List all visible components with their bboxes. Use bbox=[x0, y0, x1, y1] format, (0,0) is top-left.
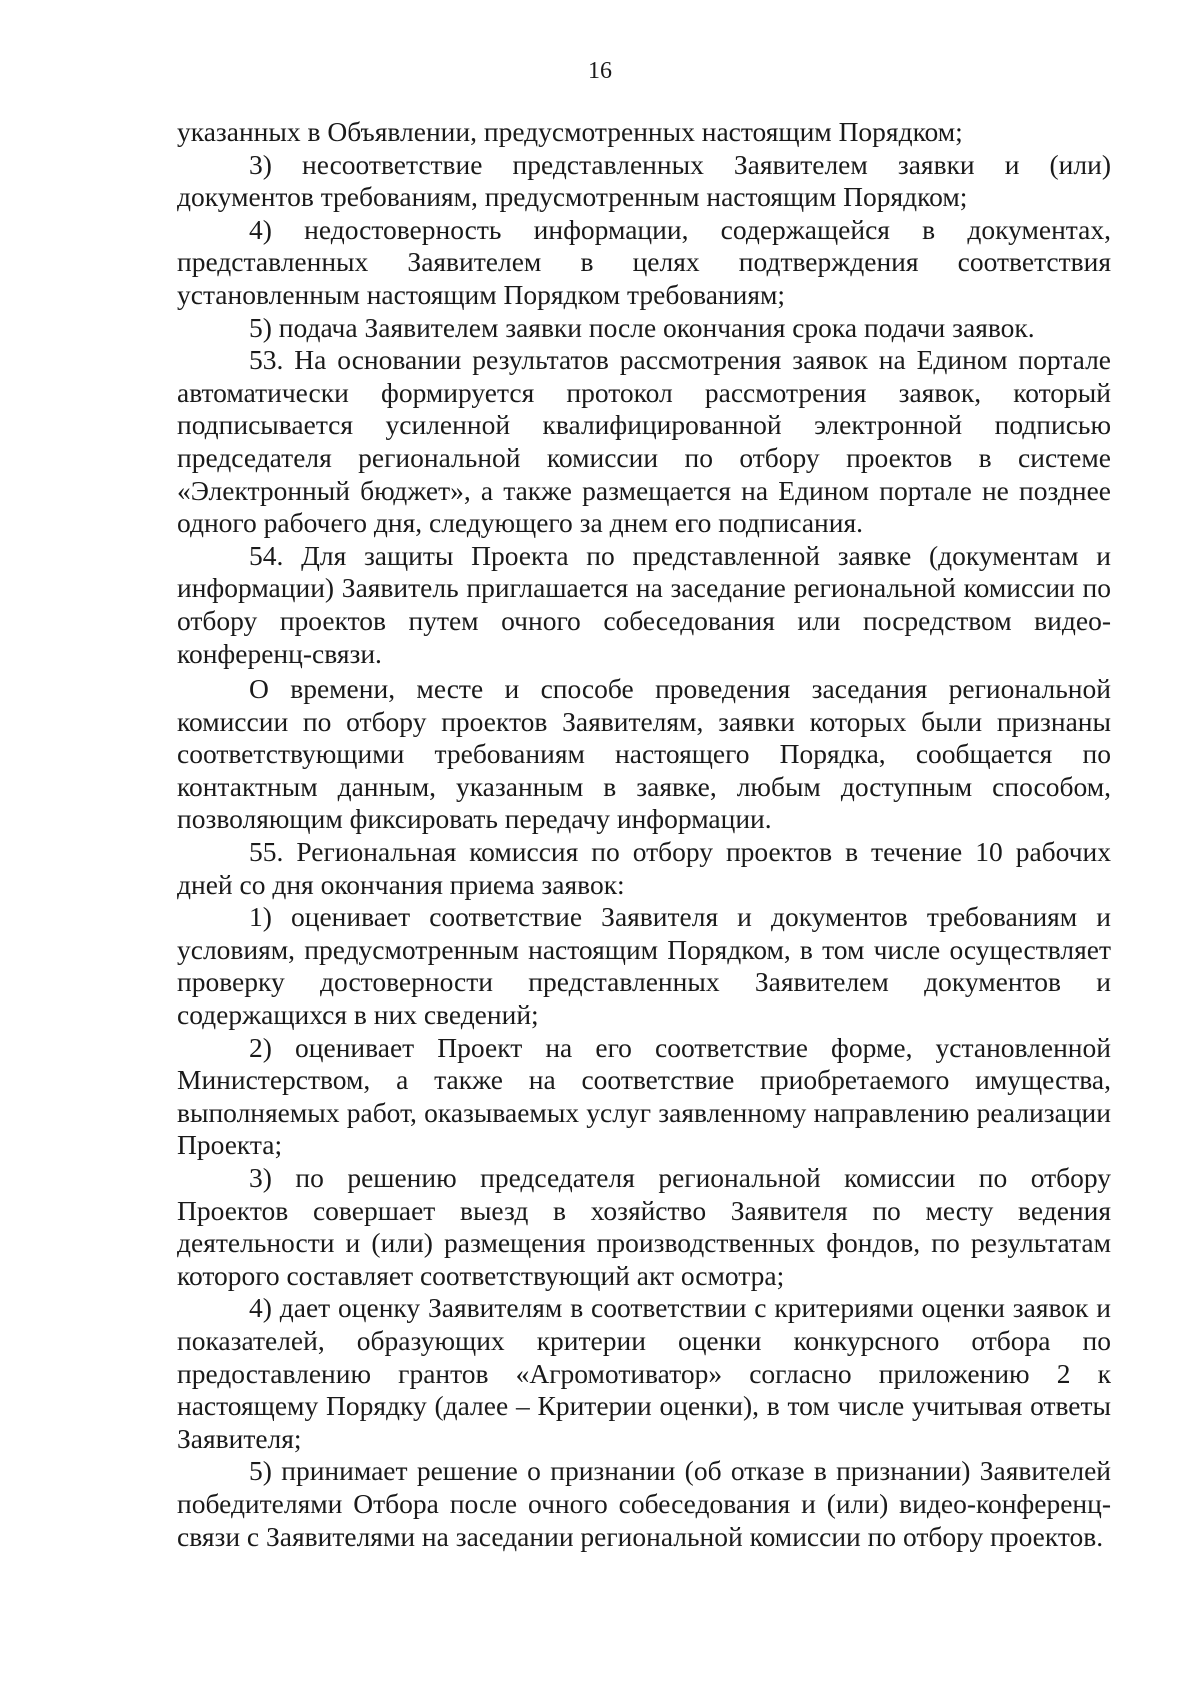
paragraph-continuation: указанных в Объявлении, предусмотренных настоящим Порядком; bbox=[177, 116, 963, 147]
paragraph-55: 55. Региональная комиссия по отбору проектов в течение 10 рабочих дней со дня окончания приема заявок: bbox=[177, 836, 1111, 900]
paragraph-item-4: 4) недостоверность информации, содержащейся в документах, представленных Заявителем в целях подтверждения соответствия установленным настоящим Порядком требованиям; bbox=[177, 213, 1111, 310]
paragraph-55-item-5: 5) принимает решение о признании (об отказе в признании) Заявителей победителями Отбора после очного собеседования и (или) видео-конференц-связи с Заявителями на заседании региональной комиссии по отбору проектов. bbox=[177, 1455, 1111, 1552]
page-number: 16 bbox=[588, 58, 612, 84]
paragraph-55-item-3: 3) по решению председателя региональной комиссии по отбору Проектов совершает выезд в хозяйство Заявителя по месту ведения деятельности и (или) размещения производственных фондов, по результатам которого составляет соответствующий акт осмотра; bbox=[177, 1162, 1111, 1291]
paragraph-53: 53. На основании результатов рассмотрения заявок на Едином портале автоматически формируется протокол рассмотрения заявок, который подписывается усиленной квалифицированной электронной подписью председателя региональной комиссии по отбору проектов в системе «Электронный бюджет», а также размещается на Едином портале не позднее одного рабочего дня, следующего за днем его подписания. bbox=[177, 344, 1111, 539]
paragraph-55-item-2: 2) оценивает Проект на его соответствие форме, установленной Министерством, а также на соответствие приобретаемого имущества, выполняемых работ, оказываемых услуг заявленному направлению реализации Проекта; bbox=[177, 1031, 1111, 1161]
paragraph-55-item-1: 1) оценивает соответствие Заявителя и документов требованиям и условиям, предусмотренным настоящим Порядком, в том числе осуществляет проверку достоверности представленных Заявителем документов и содержащихся в них сведений; bbox=[177, 901, 1111, 1031]
paragraph-item-3: 3) несоответствие представленных Заявителем заявки и (или) документов требованиям, предусмотренным настоящим Порядком; bbox=[177, 148, 1111, 213]
paragraph-54-notice: О времени, месте и способе проведения заседания региональной комиссии по отбору проектов Заявителям, заявки которых были признаны соответствующими требованиям настоящего Порядка, сообщается по контактным данным, указанным в заявке, любым доступным способом, позволяющим фиксировать передачу информации. bbox=[177, 673, 1111, 835]
paragraph-54: 54. Для защиты Проекта по представленной заявке (документам и информации) Заявитель приглашается на заседание региональной комиссии по отбору проектов путем очного собеседования или посредством видео-конференц-связи. bbox=[177, 539, 1111, 669]
paragraph-55-item-4: 4) дает оценку Заявителям в соответствии с критериями оценки заявок и показателей, образующих критерии оценки конкурсного отбора по предоставлению грантов «Агромотиватор» согласно приложению 2 к настоящему Порядку (далее – Критерии оценки), в том числе учитывая ответы Заявителя; bbox=[177, 1292, 1111, 1454]
paragraph-item-5: 5) подача Заявителем заявки после окончания срока подачи заявок. bbox=[249, 311, 1035, 343]
document-body bbox=[177, 116, 1111, 1553]
